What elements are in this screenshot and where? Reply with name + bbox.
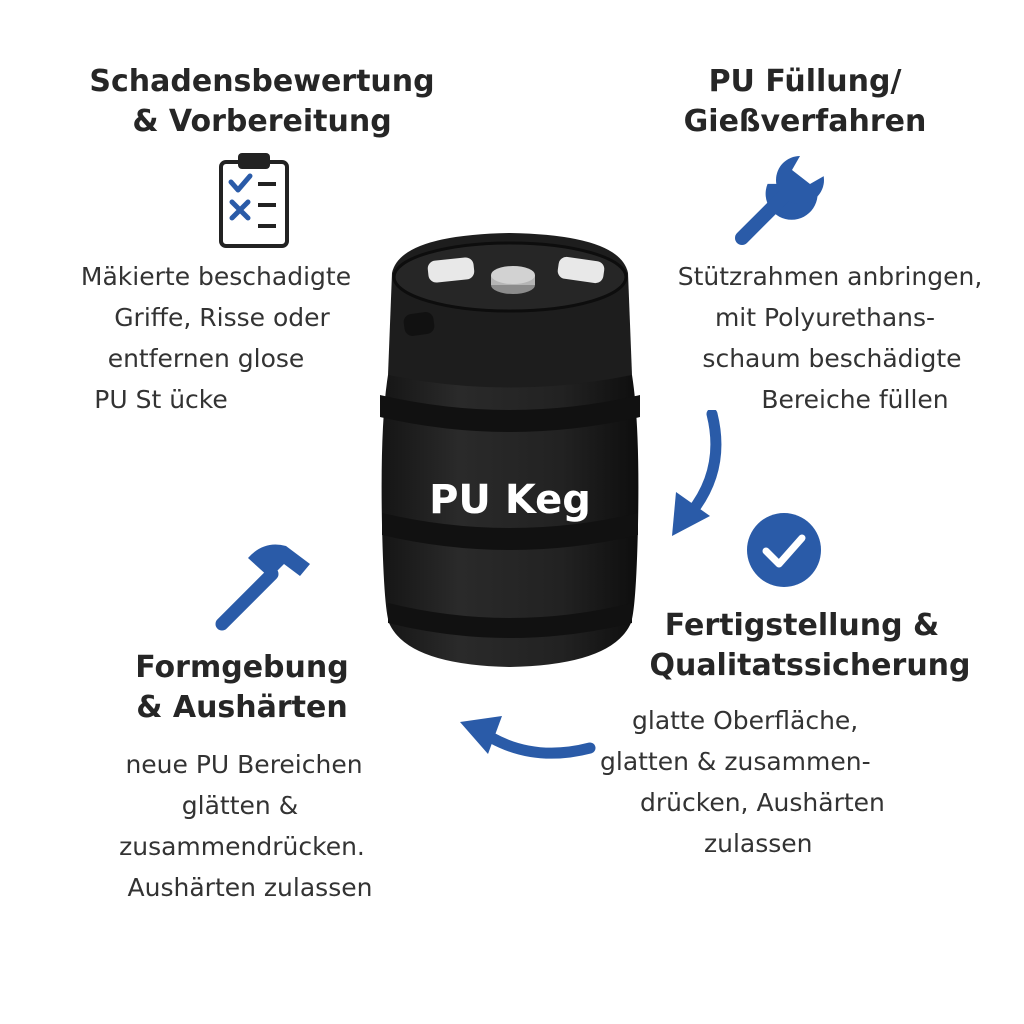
check-circle-icon xyxy=(744,510,824,590)
step-2-title: PU Füllung/ Gießverfahren xyxy=(683,64,927,139)
step-3-title: Fertigstellung & Qualitatssicherung xyxy=(649,608,971,683)
curved-arrow-left-icon xyxy=(456,712,596,772)
step-4-title: Formgebung & Aushärten xyxy=(135,650,349,725)
step-3-description: glatte Oberfläche, glatten & zusammen- drücken, Aushärten zulassen xyxy=(600,706,885,858)
checklist-clipboard-icon xyxy=(216,150,292,250)
step-4-description: neue PU Bereichen glätten & zusammendrücken. Aushärten zulassen xyxy=(119,750,373,902)
keg-label: PU Keg xyxy=(429,477,591,523)
step-2-description: Stützrahmen anbringen, mit Polyurethans- schaum beschädigte Bereiche füllen xyxy=(677,262,983,414)
wrench-icon xyxy=(728,150,828,250)
hammer-icon xyxy=(208,536,318,636)
curved-arrow-down-icon xyxy=(666,410,736,540)
step-1-description: Mäkierte beschadigte Griffe, Risse oder entfernen glose PU St ücke xyxy=(80,262,352,414)
pu-keg-illustration xyxy=(370,225,650,675)
step-1-title: Schadensbewertung & Vorbereitung xyxy=(89,64,435,139)
